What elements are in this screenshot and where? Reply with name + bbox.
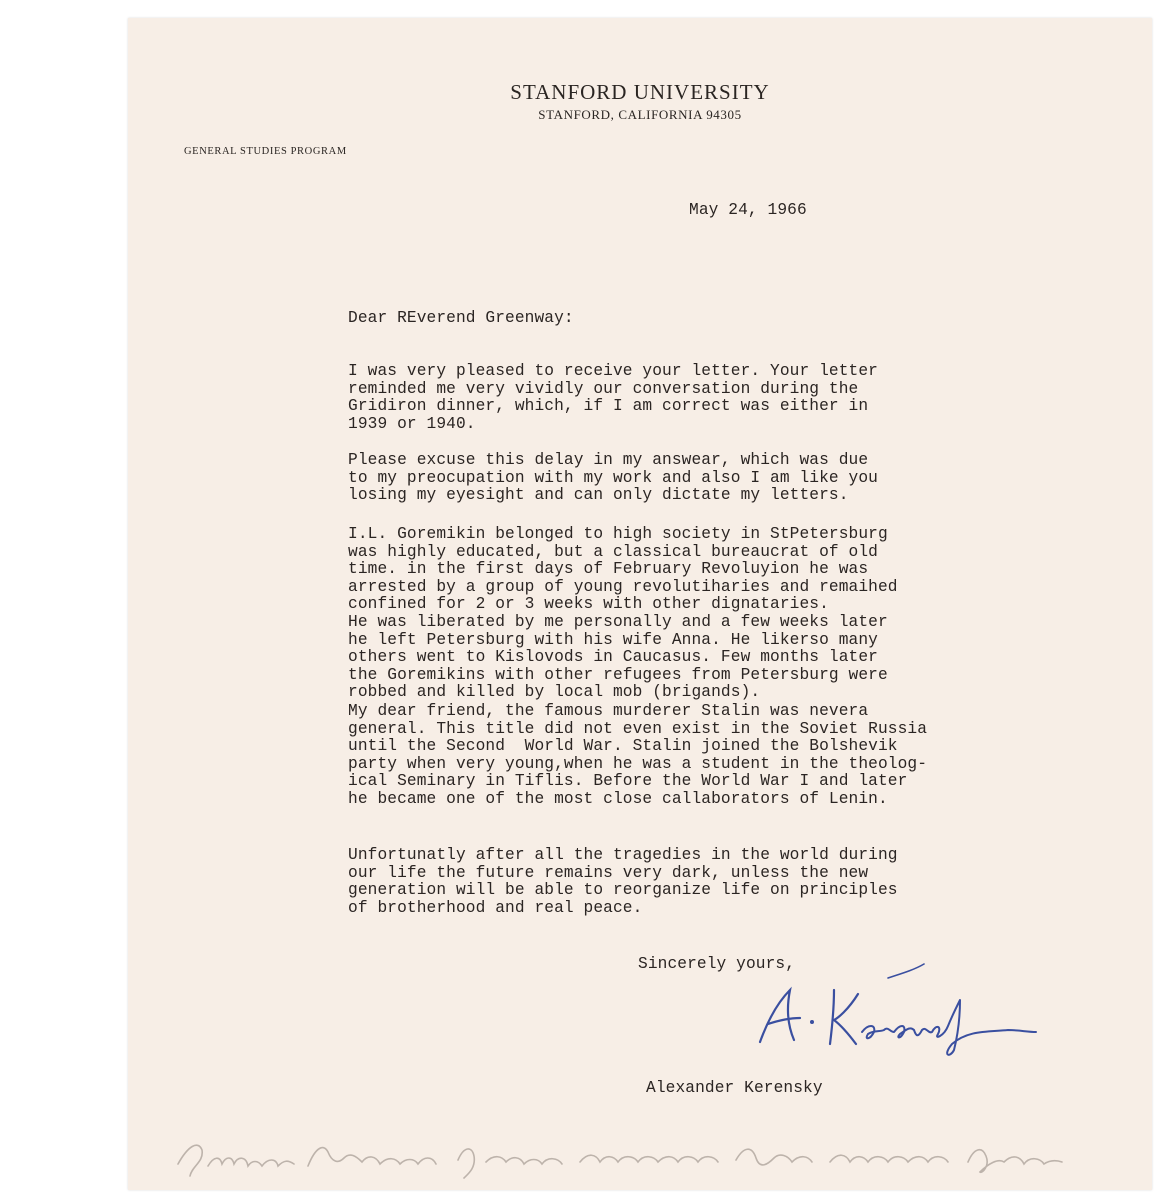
salutation: Dear REverend Greenway: (348, 309, 574, 327)
paragraph-2: Please excuse this delay in my answear, which was due to my preocupation with my work and also I am like you losing my eyesight and can only dictate my letters. (348, 451, 878, 505)
paragraph-1: I was very pleased to receive your letter. Your letter reminded me very vividly our conversation during the Gridiron dinner, which, if I am correct was either in 1939 or 1940. (348, 362, 878, 433)
letterhead-institution: STANFORD UNIVERSITY (510, 80, 770, 104)
typed-signatory-name: Alexander Kerensky (646, 1079, 823, 1097)
handwritten-signature (738, 960, 1038, 1060)
letterhead-address: STANFORD, CALIFORNIA 94305 (538, 107, 742, 122)
paragraph-5: Unfortunatly after all the tragedies in the world during our life the future remains very dark, unless the new generation will be able to reorganize life on principles of brotherhood and real peace. (348, 846, 898, 917)
paragraph-4: My dear friend, the famous murderer Stalin was nevera general. This title did not even exist in the Soviet Russia until the Second World War. Stalin joined the Bolshevik party when very young,when he was a student in the theolog- ical Seminary in Tiflis. Before the World War I and later he became one of the most close callaborators of Lenin. (348, 702, 928, 808)
closing: Sincerely yours, (638, 955, 796, 973)
letter-page (128, 18, 1152, 1190)
department-name: GENERAL STUDIES PROGRAM (184, 146, 347, 157)
paragraph-3: I.L. Goremikin belonged to high society in StPetersburg was highly educated, but a classical bureaucrat of old time. in the first days of February Revoluyion he was arrested by a group of young revolutiharies and remaihed confined for 2 or 3 weeks with other dignataries. He was liberated by me personally and a few weeks later he left Petersburg with his wife Anna. He likerso many others went to Kislovods in Caucasus. Few months later the Goremikins with other refugees from Petersburg were robbed and killed by local mob (brigands). (348, 525, 898, 702)
letter-date: May 24, 1966 (689, 201, 807, 219)
pencil-annotation (168, 1116, 1068, 1186)
